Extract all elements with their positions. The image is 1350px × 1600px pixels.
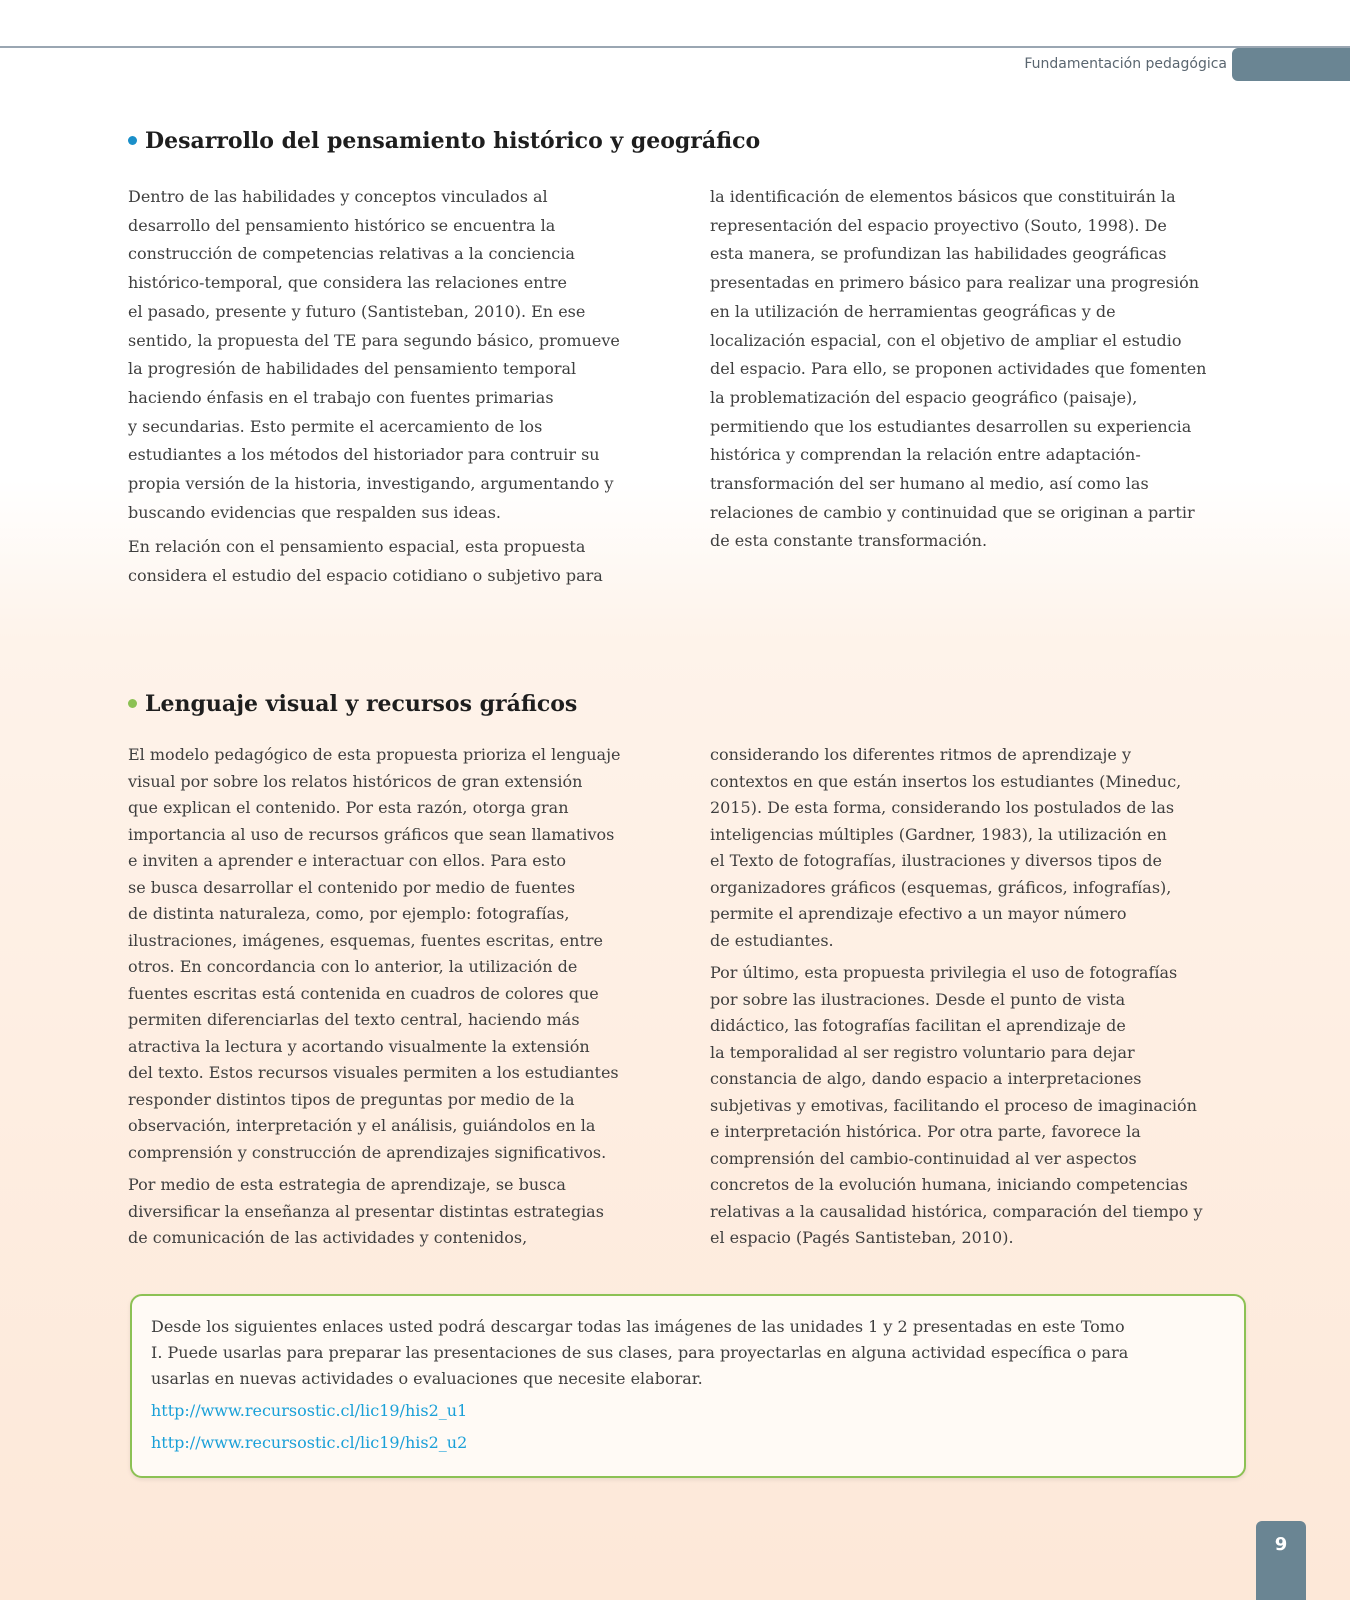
running-header: Fundamentación pedagógica bbox=[1024, 56, 1227, 72]
paragraph: Dentro de las habilidades y conceptos vinculados al desarrollo del pensamiento histórico se encuentra la construcción de competencias relativas a la conciencia histórico-temporal, que considera las relaciones entre el pasado, presente y futuro (Santisteban, 2010). En ese sentido, la propuesta del TE para segundo básico, promueve la progresión de habilidades del pensamiento temporal haciendo énfasis en el trabajo con fuentes primarias y secundarias. Esto permite el acercamiento de los estudiantes a los métodos del historiador para contruir su propia versión de la historia, investigando, argumentando y buscando evidencias que respalden sus ideas. bbox=[128, 187, 620, 522]
paragraph: En relación con el pensamiento espacial, esta propuesta considera el estudio del espacio cotidiano o subjetivo para bbox=[128, 537, 603, 586]
section2-right-column bbox=[710, 742, 1250, 1252]
paragraph: la identificación de elementos básicos que constituirán la representación del espacio proyectivo (Souto, 1998). De esta manera, se profundizan las habilidades geográficas presentadas en primero básico para realizar una progresión en la utilización de herramientas geográficas y de localización espacial, con el objetivo de ampliar el estudio del espacio. Para ello, se proponen actividades que fomenten la problematización del espacio geográfico (paisaje), permitiendo que los estudiantes desarrollen su experiencia histórica y comprendan la relación entre adaptación- transformación del ser humano al medio, así como las relaciones de cambio y continuidad que se originan a partir de esta constante transformación. bbox=[710, 187, 1207, 551]
resources-callout-box bbox=[130, 1294, 1246, 1478]
section-title-text: Desarrollo del pensamiento histórico y geográfico bbox=[145, 128, 761, 154]
page-number: 9 bbox=[1256, 1521, 1306, 1600]
section1-right-column bbox=[710, 183, 1250, 556]
section1-left-column bbox=[128, 183, 668, 591]
paragraph: Por medio de esta estrategia de aprendizaje, se busca diversificar la enseñanza al presentar distintas estrategias de comunicación de las actividades y contenidos, bbox=[128, 1175, 604, 1247]
green-bullet-icon bbox=[128, 699, 137, 708]
paragraph: El modelo pedagógico de esta propuesta prioriza el lenguaje visual por sobre los relatos históricos de gran extensión que explican el contenido. Por esta razón, otorga gran importancia al uso de recursos gráficos que sean llamativos e inviten a aprender e interactuar con ellos. Para esto se busca desarrollar el contenido por medio de fuentes de distinta naturaleza, como, por ejemplo: fotografías, ilustraciones, imágenes, esquemas, fuentes escritas, entre otros. En concordancia con lo anterior, la utilización de fuentes escritas está contenida en cuadros de colores que permiten diferenciarlas del texto central, haciendo más atractiva la lectura y acortando visualmente la extensión del texto. Estos recursos visuales permiten a los estudiantes responder distintos tipos de preguntas por medio de la observación, interpretación y el análisis, guiándolos en la comprensión y construcción de aprendizajes significativos. bbox=[128, 745, 621, 1162]
section-title-historical bbox=[128, 128, 760, 154]
blue-bullet-icon bbox=[128, 136, 137, 145]
section2-left-column bbox=[128, 742, 668, 1252]
section-title-text: Lenguaje visual y recursos gráficos bbox=[145, 691, 578, 717]
paragraph: Por último, esta propuesta privilegia el uso de fotografías por sobre las ilustraciones. Desde el punto de vista didáctico, las fotografías facilitan el aprendizaje de la temporalidad al ser registro voluntario para dejar constancia de algo, dando espacio a interpretaciones subjetivas y emotivas, facilitando el proceso de imaginación e interpretación histórica. Por otra parte, favorece la comprensión del cambio-continuidad al ver aspectos concretos de la evolución humana, iniciando competencias relativas a la causalidad histórica, comparación del tiempo y el espacio (Pagés Santisteban, 2010). bbox=[710, 963, 1203, 1247]
top-rule bbox=[0, 46, 1350, 48]
link-unit-2[interactable]: http://www.recursostic.cl/lic19/his2_u2 bbox=[151, 1433, 468, 1452]
link-unit-1[interactable]: http://www.recursostic.cl/lic19/his2_u1 bbox=[151, 1401, 468, 1420]
callout-text: Desde los siguientes enlaces usted podrá descargar todas las imágenes de las unidades 1 y 2 presentadas en este Tomo I. Puede usarlas para preparar las presentaciones de sus clases, para proyectarlas en alguna actividad específica o para usarlas en nuevas actividades o evaluaciones que necesite elaborar. bbox=[151, 1317, 1129, 1388]
section-title-visual bbox=[128, 691, 577, 717]
header-tab bbox=[1232, 48, 1350, 81]
paragraph: considerando los diferentes ritmos de aprendizaje y contextos en que están insertos los estudiantes (Mineduc, 2015). De esta forma, considerando los postulados de las inteligencias múltiples (Gardner, 1983), la utilización en el Texto de fotografías, ilustraciones y diversos tipos de organizadores gráficos (esquemas, gráficos, infografías), permite el aprendizaje efectivo a un mayor número de estudiantes. bbox=[710, 745, 1182, 950]
